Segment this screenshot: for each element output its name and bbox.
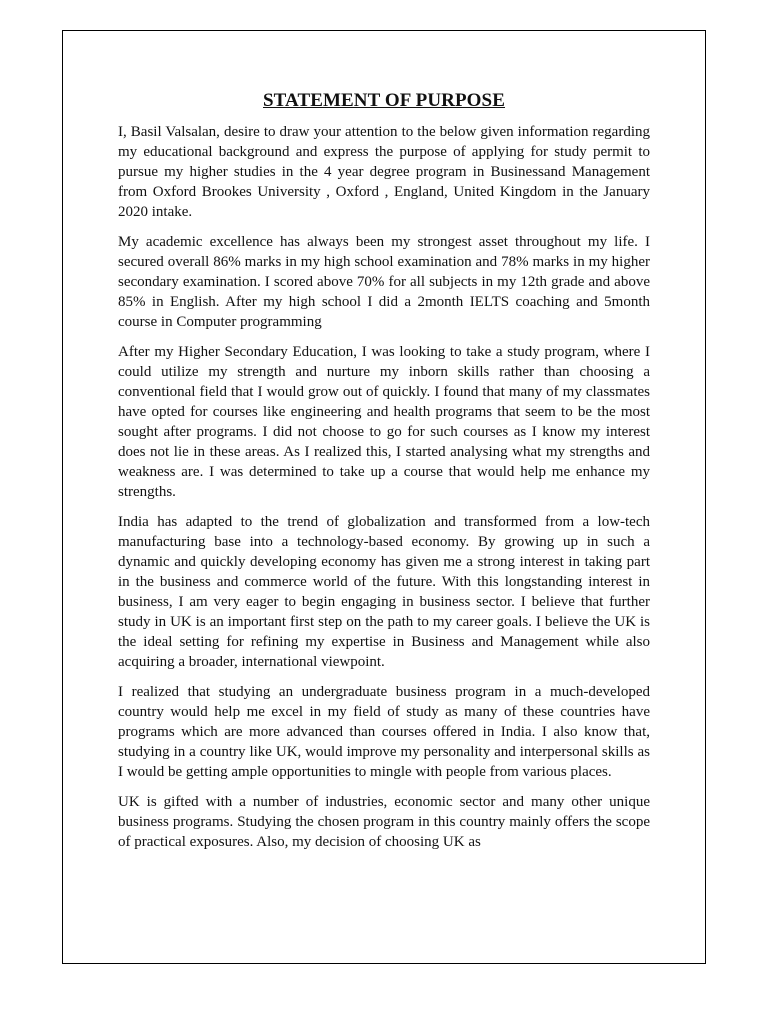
paragraph-3: After my Higher Secondary Education, I was looking to take a study program, where I could utilize my strength and nurture my inborn skills rather than choosing a conventional field that I would grow out of quickly. I found that many of my classmates have opted for courses like engineering and health programs that seem to be the most sought after programs. I did not choose to go for such courses as I know my interest does not lie in these areas. As I realized this, I started analysing what my strengths and weakness are. I was determined to take up a course that would help me enhance my strengths. — [118, 344, 650, 500]
paragraph-4: India has adapted to the trend of globalization and transformed from a low-tech manufacturing base into a technology-based economy. By growing up in such a dynamic and quickly developing economy has given me a strong interest in taking part in the business and commerce world of the future. With this longstanding interest in business, I am very eager to begin engaging in business sector. I believe that further study in UK is an important first step on the path to my career goals. I believe the UK is the ideal setting for refining my expertise in Business and Management while also acquiring a broader, international viewpoint. — [118, 514, 650, 670]
paragraph-6: UK is gifted with a number of industries, economic sector and many other unique business programs. Studying the chosen program in this country mainly offers the scope of practical exposures. Also, my decision of choosing UK as — [118, 794, 650, 850]
document-title: STATEMENT OF PURPOSE — [263, 90, 505, 111]
paragraph-1: I, Basil Valsalan, desire to draw your attention to the below given information regarding my educational background and express the purpose of applying for study permit to pursue my higher studies in the 4 year degree program in Businessand Management from Oxford Brookes University , Oxford , England, United Kingdom in the January 2020 intake. — [118, 124, 650, 220]
paragraph-5: I realized that studying an undergraduate business program in a much-developed country would help me excel in my field of study as many of these countries have programs which are more advanced than courses offered in India. I also know that, studying in a country like UK, would improve my personality and interpersonal skills as I would be getting ample opportunities to mingle with people from various places. — [118, 684, 650, 780]
document-page — [62, 30, 706, 964]
paragraph-2: My academic excellence has always been my strongest asset throughout my life. I secured overall 86% marks in my high school examination and 78% marks in my higher secondary examination. I scored above 70% for all subjects in my 12th grade and above 85% in English. After my high school I did a 2month IELTS coaching and 5month course in Computer programming — [118, 234, 650, 330]
document-content — [118, 86, 650, 862]
